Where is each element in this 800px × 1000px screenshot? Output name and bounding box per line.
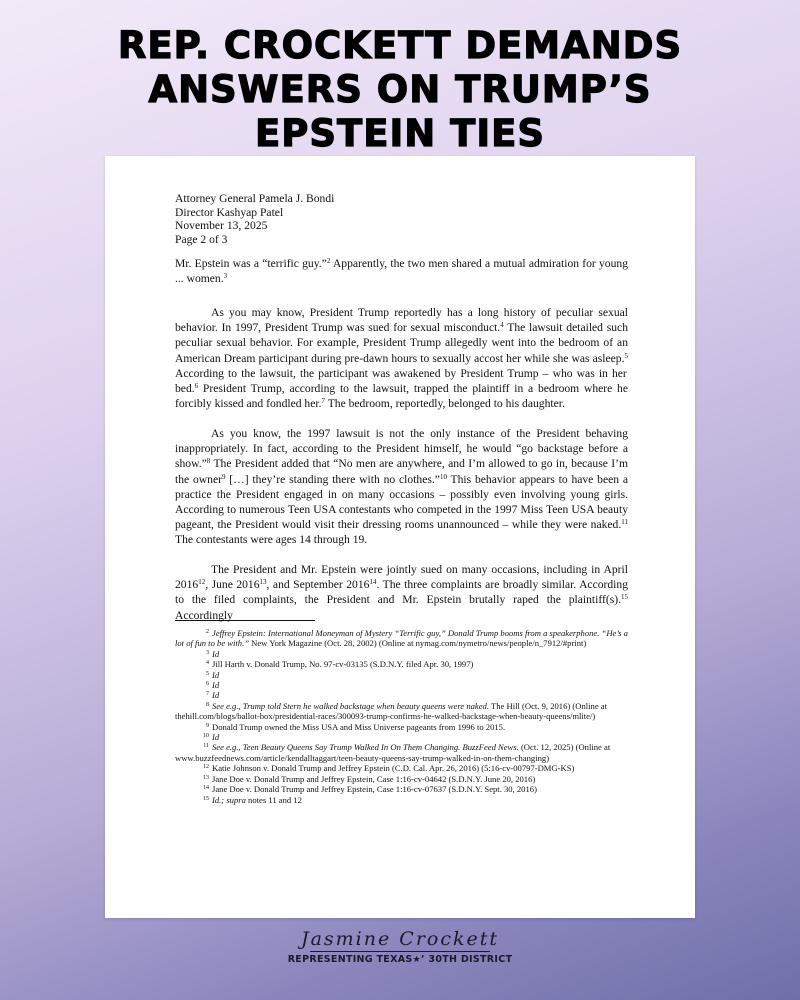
footnote-italic: See e.g., Teen Beauty Queens Say Trump Walked In On Them Changing. BuzzFeed News. [212,742,519,753]
text-run: As you may know, President Trump reportedly has a long history of peculiar sexual behavior. In 1997, President Trump was sued for sexual misconduct. [175,306,628,335]
text-run: . The three complaints are broadly similar. According to the filed complaints, the President and Mr. Epstein brutally raped the plaintiff(s). [175,578,628,607]
text-run: The bedroom, reportedly, belonged to his daughter. [325,397,565,411]
texas-star-icon: ★ [412,955,421,965]
footnote-item [175,774,628,784]
headline-line-2: ANSWERS ON TRUMP’S [148,68,652,111]
footnote-item [175,690,628,700]
footnote-ref: 13 [259,578,267,587]
footnote-ref: 14 [369,578,377,587]
signature-logo: Jasmine Crockett [300,928,500,950]
footnote-ref: 15 [621,593,628,602]
footnote-item [175,680,628,690]
text-run: This behavior appears to have been a practice the President engaged in on many occasions – possibly even involving young girls. According to numerous Teen USA contestants who competed in the 1997 Miss Teen USA beauty pageant, the President would visit their dressing rooms unannounced – while they were naked. [175,472,629,532]
footnote-number: 10 [203,733,209,740]
letter-header-line: November 13, 2025 [175,219,268,232]
letter-header-line: Page 2 of 3 [175,232,228,246]
letter-page [105,156,695,918]
footnote-ref: 5 [624,351,628,360]
text-run: , and September 2016 [266,578,370,592]
footnote-text: Katie Johnson v. Donald Trump and Jeffrey Epstein (C.D. Cal. Apr. 26, 2016) (5:16-cv-00797-DMG-KS) [212,763,575,774]
text-run: Mr. Epstein was a “terrific guy.” [175,257,327,270]
paragraph-1 [175,256,628,286]
branding [0,928,800,965]
text-run: , June 2016 [205,578,260,592]
footnote-text: New York Magazine (Oct. 28, 2002) (Online at nymag.com/nymetro/news/people/n_7912/#print) [249,638,587,649]
footnote-item [175,649,628,659]
letter-header [175,192,334,246]
footnote-number: 3 [206,649,209,656]
letter-header-line: Attorney General Pamela J. Bondi [175,192,335,205]
footnote-italic: Jeffrey Epstein: International Moneyman of Mystery “Terrific guy,” Donald Trump booms from a speakerphone. “He’s a lot of fun to be with.” [175,628,628,649]
footnote-item [175,628,628,649]
footnote-number: 5 [206,670,209,677]
footnote-number: 8 [206,701,209,708]
footnote-italic: Id [212,669,220,680]
footnote-item [175,763,628,773]
footnote-ref: 8 [206,457,211,466]
footnote-item [175,742,628,763]
signature-underline [310,951,490,952]
footnote-ref: 12 [198,578,206,587]
footnote-ref: 2 [326,257,331,265]
footnote-text: notes 11 and 12 [245,794,302,805]
footnote-ref: 3 [223,272,228,281]
footnote-item [175,722,628,732]
footnote-italic: Id [212,648,220,659]
footnote-number: 2 [206,629,209,635]
footnote-italic: Id.; supra [212,794,246,805]
footnote-italic: See e.g., Trump told Stern he walked backstage when beauty queens were naked. [212,700,490,711]
footnotes [175,628,628,805]
headline [0,24,800,156]
footnote-number: 15 [203,795,209,802]
text-run: As you know, the 1997 lawsuit is not the only instance of the President behaving inappropriately. In fact, according to the President himself, he would “go backstage before a show.” [175,427,628,471]
footnote-ref: 11 [621,518,628,527]
text-run: The President added that “No men are anywhere, and I’m allowed to go in, because I’m the owner [175,457,628,486]
footnote-number: 9 [206,722,209,729]
footnote-text: Jane Doe v. Donald Trump and Jeffrey Epstein, Case 1:16-cv-04642 (S.D.N.Y. June 20, 2016) [212,773,536,784]
footnote-number: 12 [203,764,209,771]
footnote-italic: Id [212,690,220,701]
paragraph-2 [175,305,628,411]
footnote-italic: Id [212,732,220,743]
footnote-item [175,659,628,669]
footnote-text: Jane Doe v. Donald Trump and Jeffrey Epstein, Case 1:16-cv-07637 (S.D.N.Y. Sept. 30, 2016) [212,784,537,795]
tagline-text: REPRESENTING TEXAS [287,954,413,965]
headline-line-1: REP. CROCKETT DEMANDS [117,24,683,67]
tagline-text: ’ 30TH DISTRICT [420,954,513,965]
text-run: […] they’re standing there with no clothes.” [225,472,440,486]
footnote-number: 11 [203,743,209,750]
text-run: Accordingly [175,608,233,622]
footnote-text: The Hill (Oct. 9, 2016) (Online at thehill.com/blogs/ballot-box/presidential-races/300093-trump-confirms-he-walked-backstage-when-beauty-queens/mlite/) [175,700,607,722]
footnote-item [175,670,628,680]
headline-line-3: EPSTEIN TIES [254,112,546,155]
text-run: President Trump, according to the lawsuit, trapped the plaintiff in a bedroom where he forcibly kissed and fondled her. [175,382,628,411]
footnote-number: 13 [203,774,209,781]
paragraph-3 [175,426,628,548]
text-run: The lawsuit detailed such peculiar sexual behavior. For example, President Trump allegedly went into the bedroom of an American Dream participant during pre-dawn hours to sexually accost her while she was asleep. [175,321,628,365]
text-run: Apparently, the two men shared a mutual admiration for young ... women. [175,257,628,286]
footnote-number: 14 [203,785,209,792]
footnote-item [175,701,628,722]
footnote-ref: 10 [439,472,447,481]
footnote-number: 6 [206,681,209,688]
footnote-text: Jill Harth v. Donald Trump, No. 97-cv-03135 (S.D.N.Y. filed Apr. 30, 1997) [212,659,474,670]
footnote-italic: Id [212,680,220,691]
footnote-ref: 4 [500,321,504,330]
paragraph-4 [175,562,628,623]
footnote-ref: 9 [221,472,226,481]
footnote-ref: 7 [321,397,325,406]
text-run: According to the lawsuit, the participant was awakened by President Trump – who was in her bed. [175,366,627,396]
footnote-number: 4 [206,660,209,667]
text-run: The President and Mr. Epstein were jointly sued on many occasions, including in April 2016 [175,563,628,592]
footnote-item [175,784,628,794]
tagline [0,954,800,965]
footnote-divider [175,620,315,621]
footnote-item [175,795,628,805]
footnote-item [175,732,628,742]
footnote-text: (Oct. 12, 2025) (Online at www.buzzfeednews.com/article/kendalltaggart/teen-beauty-queens-say-trump-walked-in-on-them-changing) [175,742,611,763]
letter-header-line: Director Kashyap Patel [175,205,284,219]
footnote-text: Donald Trump owned the Miss USA and Miss Universe pageants from 1996 to 2015. [212,721,506,732]
footnote-number: 7 [206,691,209,698]
footnote-ref: 6 [194,382,199,391]
text-run: The contestants were ages 14 through 19. [175,533,368,547]
